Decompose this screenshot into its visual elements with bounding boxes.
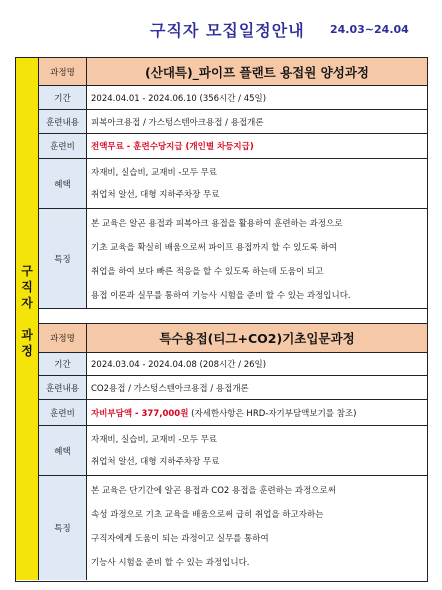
course-2-benefit-row	[39, 426, 427, 476]
side-category-label	[16, 263, 38, 359]
page-header	[0, 14, 442, 44]
course-1-period: 2024.04.01 - 2024.06.10 (356시간 / 45일)	[91, 93, 267, 104]
side-char: 직	[21, 280, 33, 294]
period-label: 기간	[39, 86, 87, 109]
course-2-title: 특수용접(티그+CO2)기초입문과정	[87, 324, 427, 352]
course-2-fee-row	[39, 400, 427, 426]
feature-label: 특징	[39, 476, 87, 580]
feature-line: 본 교육은 알곤 용접과 피복아크 용접을 활용하여 훈련하는 과정으로	[91, 219, 343, 229]
benefit-line: 자재비, 실습비, 교재비 -모두 무료	[91, 168, 218, 178]
side-char: 정	[21, 344, 33, 358]
content-label: 훈련내용	[39, 110, 87, 133]
content-label: 훈련내용	[39, 376, 87, 399]
side-char: 과	[21, 328, 33, 342]
course-1-period-row	[39, 86, 427, 110]
course-2-feature-row	[39, 476, 427, 580]
feature-line: 기초 교육을 확실히 배움으로써 파이프 용접까지 할 수 있도록 하여	[91, 243, 338, 253]
course-1-title-row	[39, 58, 427, 86]
course-2-features	[91, 476, 423, 580]
feature-line: 본 교육은 단기간에 알곤 용접과 CO2 용접을 훈련하는 과정으로써	[91, 486, 336, 496]
course-1-fee-row	[39, 134, 427, 159]
feature-line: 속성 과정으로 기초 교육을 배움으로써 급히 취업을 하고자하는	[91, 510, 324, 520]
course-1-title: (산대특)_파이프 플랜트 용접원 양성과정	[87, 58, 427, 85]
course-2-fee-note: (자세한사항은 HRD-자기부담액보기를 참조)	[188, 408, 357, 419]
page-title: 구직자 모집일정안내	[150, 21, 305, 40]
feature-label: 특징	[39, 209, 87, 308]
benefit-label: 혜택	[39, 159, 87, 208]
course-name-label: 과정명	[39, 58, 87, 85]
course-1-fee: 전액무료 - 훈련수당지급 (개인별 차등지급)	[91, 142, 254, 152]
benefit-line: 취업처 알선, 대형 지하주차장 무료	[91, 190, 220, 200]
benefit-label: 혜택	[39, 426, 87, 475]
course-1-content: 피복아크용접 / 가스텅스텐아크용접 / 용접개론	[91, 117, 264, 128]
course-2-fee-amount: 자비부담액 - 377,000원	[91, 408, 189, 419]
side-category-bar	[16, 58, 39, 580]
feature-line: 용접 이론과 실무를 통하여 기능사 시험을 준비 할 수 있는 과정입니다.	[91, 291, 351, 301]
benefit-line: 취업처 알선, 대형 지하주차장 무료	[91, 457, 220, 467]
course-2-period: 2024.03.04 - 2024.04.08 (208시간 / 26일)	[91, 360, 267, 370]
course-1-benefits	[91, 159, 423, 208]
fee-label: 훈련비	[39, 134, 87, 158]
course-2-fee	[91, 400, 423, 425]
course-2-content-row	[39, 376, 427, 400]
course-2-benefits	[91, 426, 423, 475]
date-range: 24.03~24.04	[330, 23, 409, 36]
course-1-features	[91, 209, 423, 308]
side-gap	[16, 311, 38, 327]
fee-label: 훈련비	[39, 400, 87, 425]
course-1-benefit-row	[39, 159, 427, 209]
course-1-feature-row	[39, 209, 427, 309]
feature-line: 기능사 시험을 준비 할 수 있는 과정입니다.	[91, 558, 250, 568]
side-char: 자	[21, 296, 33, 310]
feature-line: 취업을 하여 보다 빠른 적응을 할 수 있도록 하는데 도움이 되고	[91, 267, 324, 277]
course-2-title-row	[39, 323, 427, 353]
course-2-period-row	[39, 353, 427, 376]
schedule-frame	[15, 57, 428, 582]
period-label: 기간	[39, 353, 87, 375]
course-2-content: CO2용접 / 가스텅스텐아크용접 / 용접개론	[91, 383, 249, 394]
feature-line: 구직자에게 도움이 되는 과정이고 실무를 통하여	[91, 534, 269, 544]
benefit-line: 자재비, 실습비, 교재비 -모두 무료	[91, 435, 218, 445]
course-1-content-row	[39, 110, 427, 134]
course-name-label: 과정명	[39, 324, 87, 352]
side-char: 구	[21, 264, 33, 278]
